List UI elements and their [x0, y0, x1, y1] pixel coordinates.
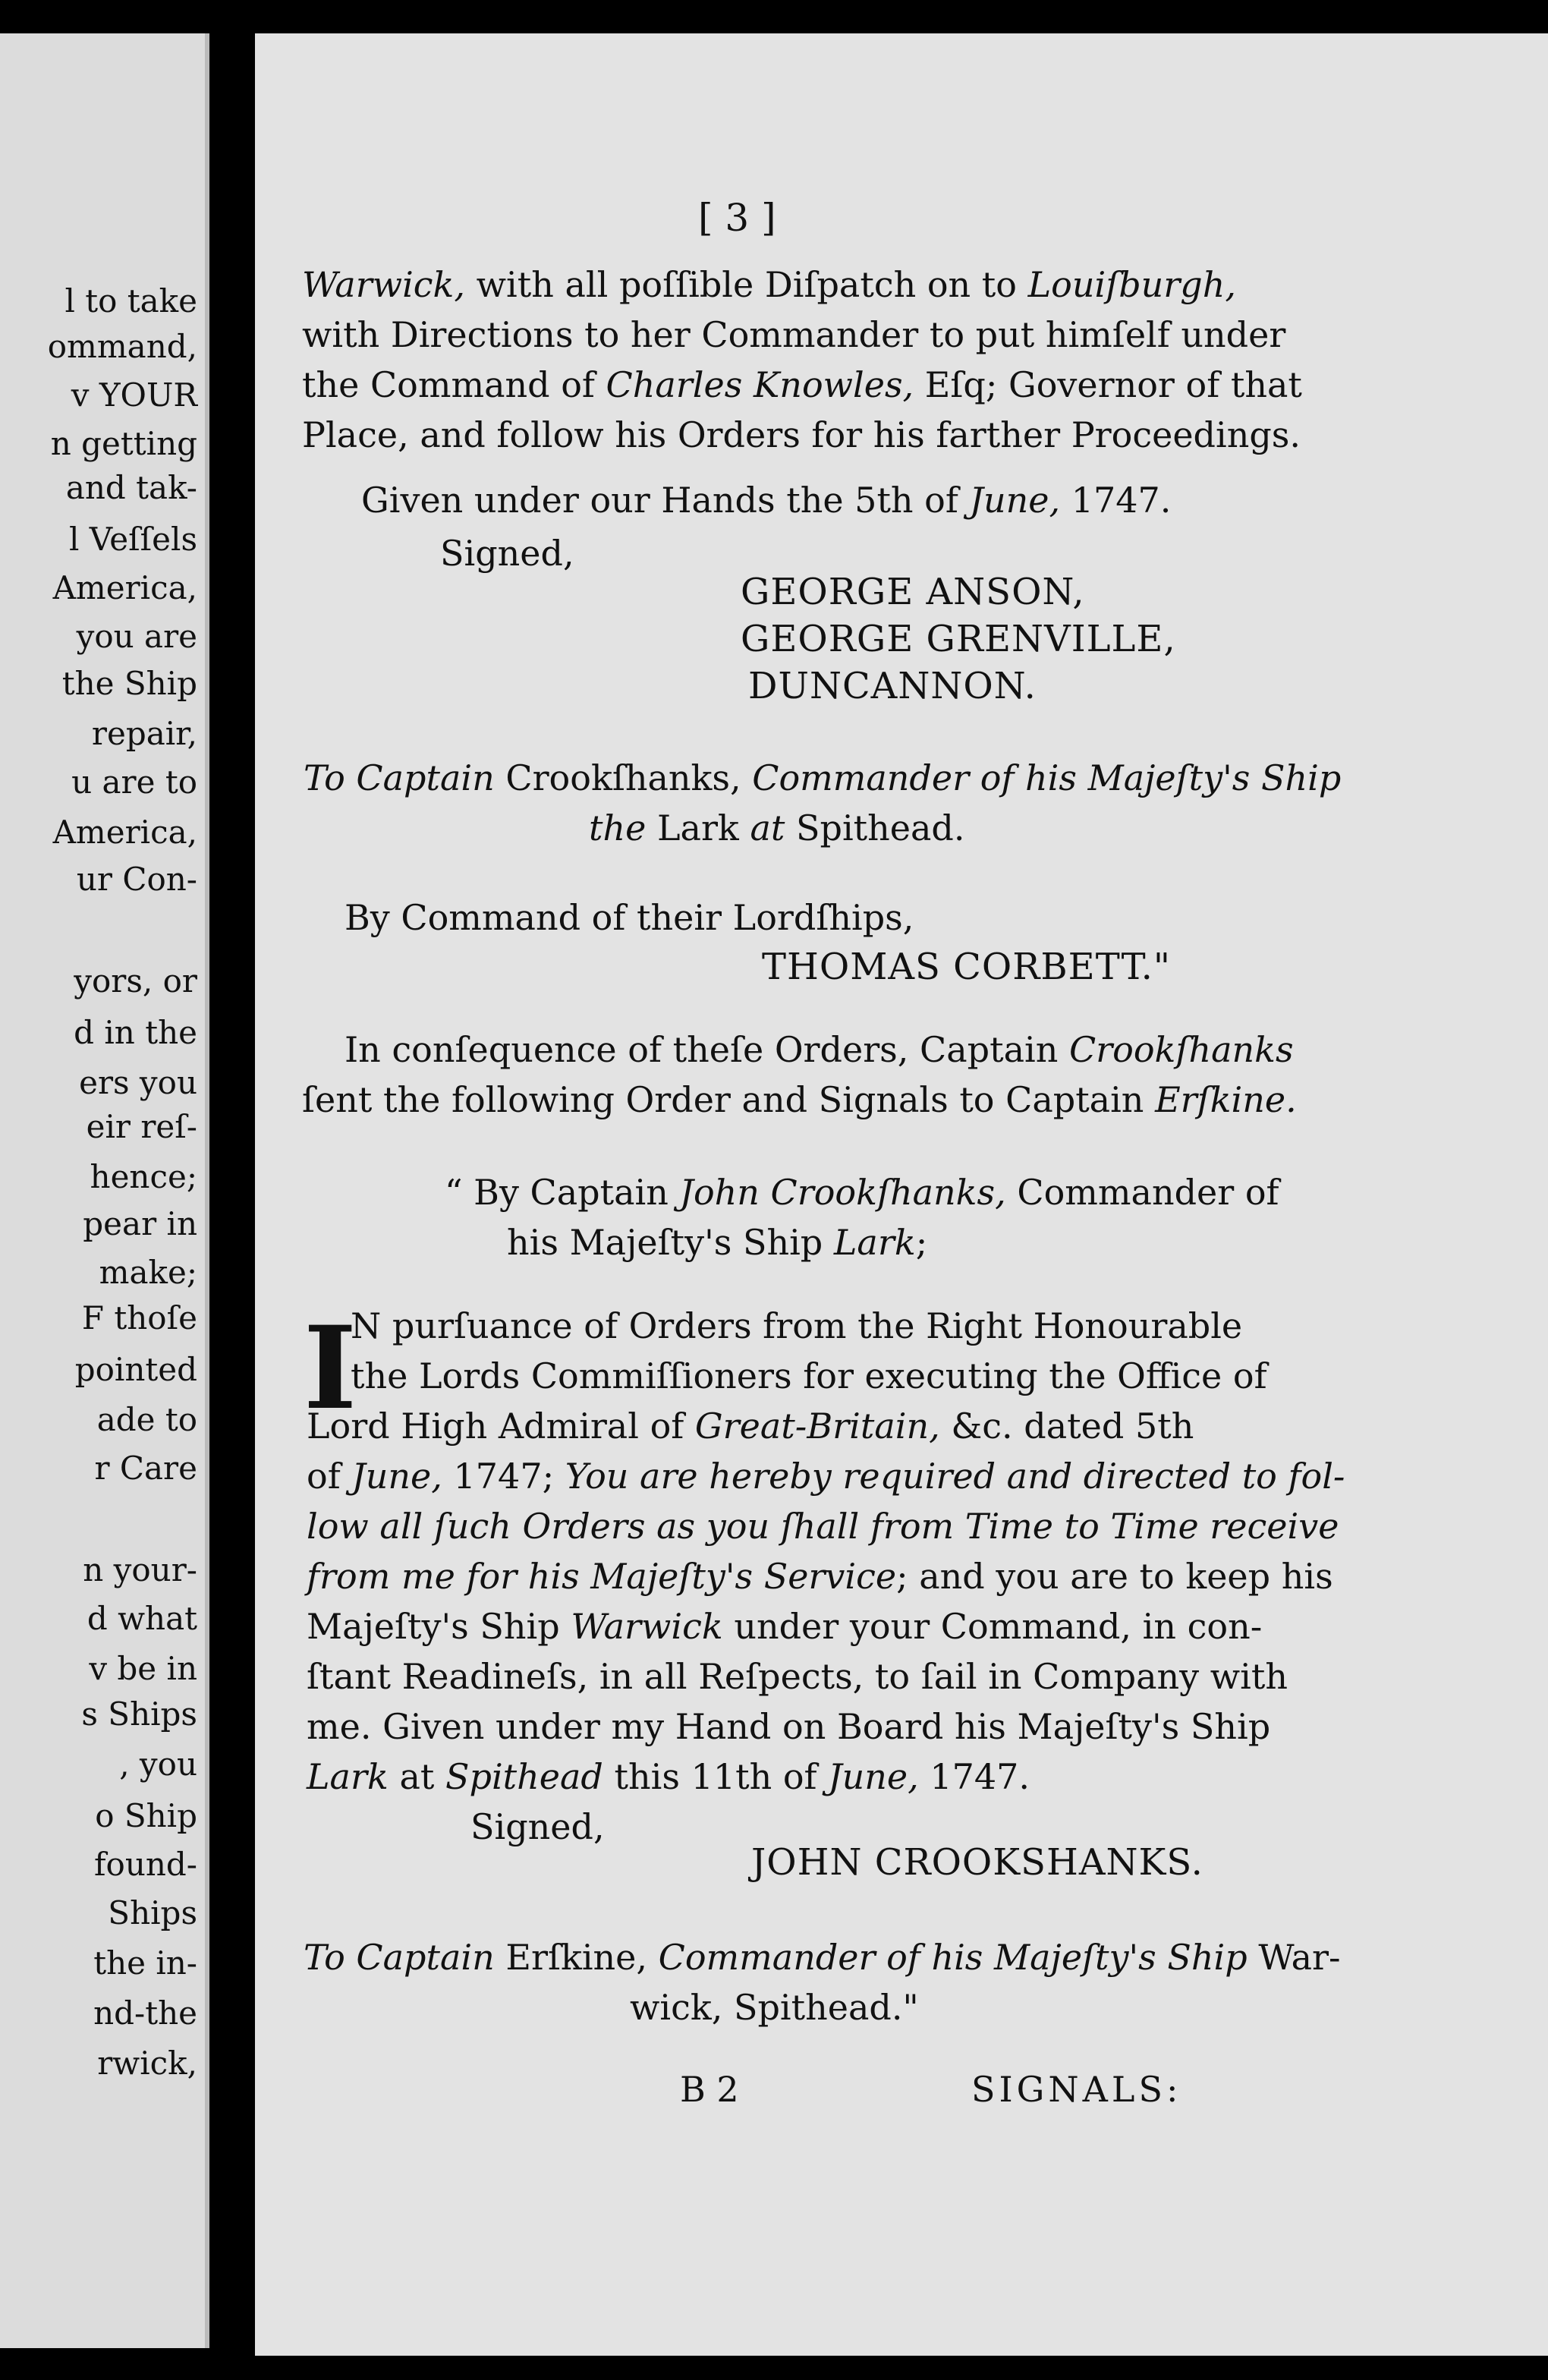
order-heading: “ By Captain John Crookſhanks, Commander of	[445, 1172, 1279, 1213]
order-line: Lark at Spithead this 11th of June, 1747.	[307, 1756, 1030, 1797]
left-page-text-line: America,	[52, 569, 197, 606]
order-line: the Lords Commiſſioners for executing the Office of	[351, 1355, 1267, 1396]
left-page-text-line: yors, or	[74, 962, 197, 1000]
left-page-text-line: ers you	[79, 1064, 197, 1101]
left-page-text-line: pointed	[74, 1351, 197, 1388]
order-line: me. Given under my Hand on Board his Majeſty's Ship	[307, 1706, 1271, 1747]
page-number: [ 3 ]	[698, 196, 776, 240]
order-line: low all ſuch Orders as you ſhall from Time to Time receive	[307, 1506, 1339, 1547]
address-line: the Lark at Spithead.	[589, 808, 965, 848]
left-page-text-line: the Ship	[61, 665, 197, 702]
signatory-name: JOHN CROOKSHANKS.	[751, 1841, 1203, 1884]
signatory-name: GEORGE GRENVILLE,	[741, 618, 1176, 660]
left-page-text-line: l Veſſels	[68, 521, 197, 558]
paragraph-line: with Directions to her Commander to put himſelf under	[302, 314, 1286, 355]
left-page-text-line: Ships	[108, 1894, 197, 1931]
order-heading: his Majeſty's Ship Lark;	[507, 1222, 928, 1263]
left-page-fragment	[0, 33, 209, 2348]
signature-mark: B 2	[680, 2069, 739, 2110]
address-line: To Captain Erſkine, Commander of his Majeſty's Ship War-	[304, 1937, 1341, 1978]
left-page-text-line: and tak-	[65, 469, 197, 506]
order-line: N purſuance of Orders from the Right Honourable	[351, 1305, 1243, 1346]
order-line: of June, 1747; You are hereby required and directed to fol-	[307, 1456, 1345, 1497]
left-page-text-line: r Care	[94, 1450, 197, 1487]
left-page-text-line: n your-	[83, 1551, 197, 1588]
address-line: To Captain Crookſhanks, Commander of his Majeſty's Ship	[304, 757, 1342, 798]
left-page-text-line: , you	[119, 1746, 197, 1783]
order-line: Lord High Admiral of Great-Britain, &c. dated 5th	[307, 1406, 1194, 1447]
left-page-text-line: v YOUR	[71, 376, 197, 414]
order-line: Majeſty's Ship Warwick under your Command, in con-	[307, 1606, 1263, 1647]
drop-cap: I	[304, 1302, 357, 1435]
left-page-text-line: make;	[99, 1254, 197, 1291]
paragraph-line: Place, and follow his Orders for his farther Proceedings.	[302, 414, 1301, 455]
left-page-text-line: v be in	[89, 1650, 197, 1687]
left-page-text-line: repair,	[91, 715, 197, 752]
left-page-text-line: pear in	[83, 1205, 197, 1242]
signed-label: Signed,	[440, 533, 574, 574]
left-page-text-line: found-	[93, 1846, 197, 1883]
order-line: from me for his Majeſty's Service; and you are to keep his	[307, 1556, 1333, 1597]
left-page-text-line: rwick,	[97, 2045, 197, 2082]
left-page-text-line: ommand,	[47, 328, 197, 365]
left-page-text-line: l to take	[64, 282, 197, 320]
paragraph-line: In conſequence of theſe Orders, Captain Crookſhanks	[345, 1029, 1294, 1070]
left-page-text-line: ur Con-	[76, 861, 197, 898]
signatory-name: GEORGE ANSON,	[741, 571, 1085, 613]
left-page-text-line: America,	[52, 814, 197, 851]
left-page-text-line: d what	[87, 1600, 197, 1637]
left-page-text-line: F thoſe	[81, 1299, 197, 1336]
left-page-text-line: s Ships	[81, 1695, 197, 1733]
command-line: By Command of their Lordſhips,	[345, 897, 914, 938]
order-line: ſtant Readineſs, in all Reſpects, to ſail in Company with	[307, 1656, 1288, 1697]
signatory-name: THOMAS CORBETT."	[762, 946, 1171, 988]
signatory-name: DUNCANNON.	[748, 665, 1037, 707]
left-page-text-line: u are to	[71, 763, 197, 801]
left-page-text-line: ade to	[96, 1401, 197, 1438]
catchword: SIGNALS:	[971, 2069, 1182, 2110]
paragraph-line: ſent the following Order and Signals to Captain Erſkine.	[302, 1079, 1297, 1120]
paragraph-line: the Command of Charles Knowles, Eſq; Governor of that	[302, 364, 1302, 405]
left-page-text-line: hence;	[90, 1158, 197, 1195]
left-page-text-line: you are	[76, 618, 197, 655]
signed-label: Signed,	[470, 1806, 605, 1847]
left-page-text-line: eir reſ-	[86, 1108, 197, 1145]
paragraph-line: Warwick, with all poſſible Diſpatch on to Louiſburgh,	[302, 264, 1236, 305]
left-page-text-line: d in the	[74, 1014, 197, 1051]
left-page-text-line: the in-	[93, 1944, 197, 1982]
left-page-text-line: o Ship	[95, 1797, 197, 1834]
given-date-line: Given under our Hands the 5th of June, 1747.	[361, 480, 1172, 521]
left-page-text-line: nd-the	[93, 1994, 197, 2032]
left-page-text-line: n getting	[50, 425, 197, 462]
address-line: wick, Spithead."	[630, 1987, 919, 2028]
